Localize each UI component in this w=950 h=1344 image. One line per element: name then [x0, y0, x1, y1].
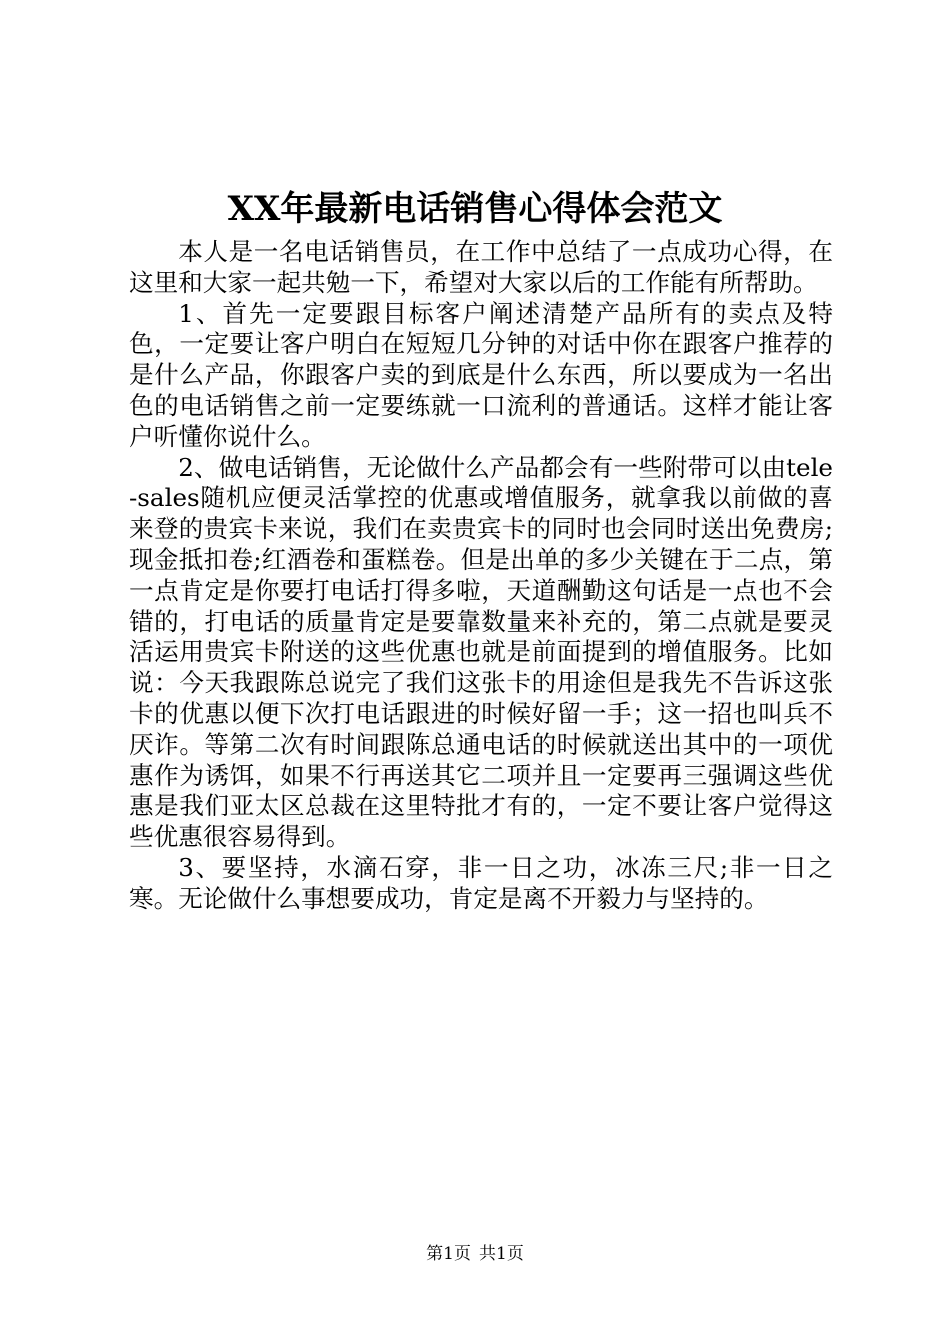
paragraph-point-3: 3、要坚持，水滴石穿，非一日之功，冰冻三尺;非一日之寒。无论做什么事想要成功，肯定是离不开毅力与坚持的。 [129, 852, 833, 913]
page-number: 第1页 [426, 1244, 471, 1264]
document-title: XX年最新电话销售心得体会范文 [227, 189, 723, 229]
paragraph-point-2: 2、做电话销售，无论做什么产品都会有一些附带可以由tele-sales随机应便灵活掌控的优惠或增值服务，就拿我以前做的喜来登的贵宾卡来说，我们在卖贵宾卡的同时也会同时送出免费房;现金抵扣卷;红酒卷和蛋糕卷。但是出单的多少关键在于二点，第一点肯定是你要打电话打得多啦，天道酬勤这句话是一点也不会错的，打电话的质量肯定是要靠数量来补充的，第二点就是要灵活运用贵宾卡附送的这些优惠也就是前面提到的增值服务。比如说：今天我跟陈总说完了我们这张卡的用途但是我先不告诉这张卡的优惠以便下次打电话跟进的时候好留一手；这一招也叫兵不厌诈。等第二次有时间跟陈总通电话的时候就送出其中的一项优惠作为诱饵，如果不行再送其它二项并且一定要再三强调这些优惠是我们亚太区总裁在这里特批才有的，一定不要让客户觉得这些优惠很容易得到。 [129, 452, 833, 852]
page-total: 共1页 [479, 1244, 524, 1264]
paragraph-point-1: 1、首先一定要跟目标客户阐述清楚产品所有的卖点及特色，一定要让客户明白在短短几分钟的对话中你在跟客户推荐的是什么产品，你跟客户卖的到底是什么东西，所以要成为一名出色的电话销售之前一定要练就一口流利的普通话。这样才能让客户听懂你说什么。 [129, 298, 833, 451]
document-body [129, 237, 833, 915]
paragraph-intro: 本人是一名电话销售员，在工作中总结了一点成功心得，在这里和大家一起共勉一下，希望对大家以后的工作能有所帮助。 [129, 237, 833, 297]
page-footer [0, 1242, 950, 1266]
